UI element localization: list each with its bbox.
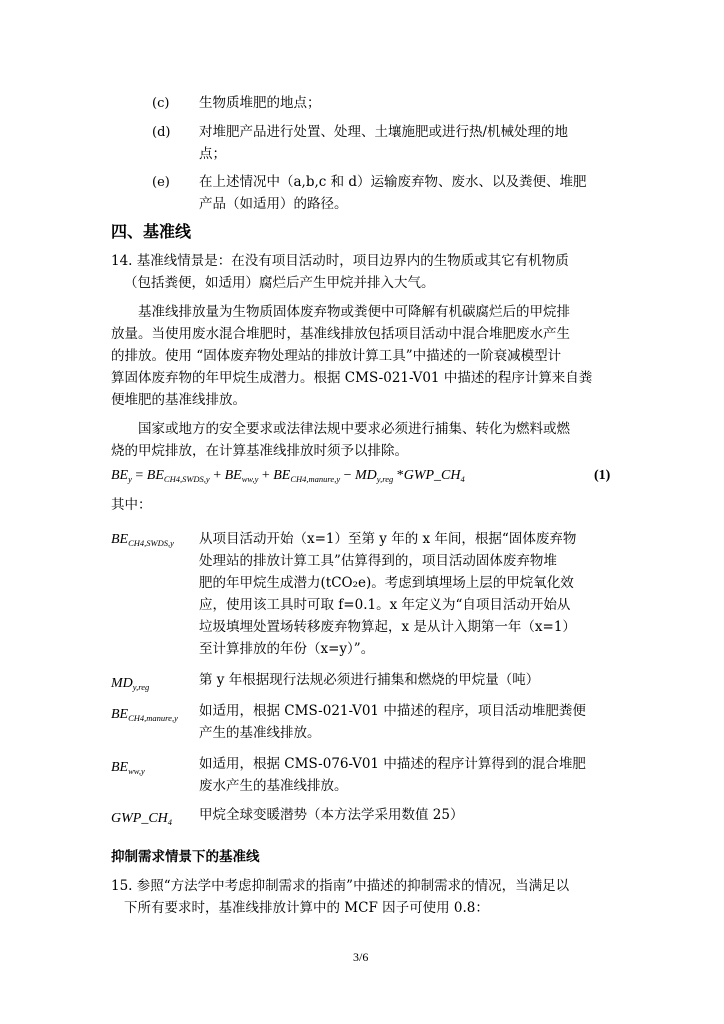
eq-term5-sub: 4 (460, 474, 465, 484)
def3-sub: CH4,manure,y (128, 713, 178, 723)
def1-symbol: BE (111, 532, 129, 547)
def-symbol-be-ww (111, 759, 145, 780)
eq-term3: BE (273, 468, 291, 483)
list-item-c-line-1: 生物质堆肥的地点； (199, 95, 321, 111)
para-emissions-line-4: 算固体废弃物的年甲烷生成潜力。根据 CMS-021-V01 中描述的程序计算来自粪 (111, 370, 593, 386)
def5-line-1: 甲烷全球变暖潜势（本方法学采用数值 25） (199, 807, 464, 823)
def3-line-1: 如适用，根据 CMS-021-V01 中描述的程序，项目活动堆肥粪便 (199, 703, 586, 719)
where-label: 其中： (111, 497, 152, 513)
para14-line-1: 14. 基准线情景是：在没有项目活动时，项目边界内的生物质或其它有机物质 (111, 253, 569, 269)
subheading: 抑制需求情景下的基准线 (111, 849, 260, 865)
eq-term1: BE (146, 468, 164, 483)
def1-line-5: 垃圾填埋处置场转移废弃物算起，x 是从计入期第一年（x=1） (199, 619, 576, 635)
list-label-d: (d) (152, 125, 171, 140)
para14-line-2: （包括粪便，如适用）腐烂后产生甲烷并排入大气。 (124, 275, 435, 291)
def2-sub: y,reg (132, 682, 150, 692)
eq-minus: − (343, 468, 352, 483)
def1-line-6: 至计算排放的年份（x=y）”。 (199, 641, 375, 657)
eq-term3-sub: CH4,manure,y (290, 474, 341, 484)
eq-term2-sub: ww,y (241, 474, 259, 484)
para-emissions-line-3: 的排放。使用 “固体废弃物处理站的排放计算工具”中描述的一阶衰减模型计 (111, 348, 562, 364)
para-emissions-line-5: 便堆肥的基准线排放。 (111, 392, 246, 408)
list-item-e-line-1: 在上述情况中（a,b,c 和 d）运输废弃物、废水、以及粪便、堆肥 (199, 174, 587, 190)
equation-number: (1) (594, 468, 611, 483)
eq-equals: = (135, 468, 144, 483)
def3-symbol: BE (111, 707, 129, 722)
eq-term5: GWP_CH (403, 468, 461, 483)
list-item-e-line-2: 产品（如适用）的路径。 (199, 196, 348, 212)
para-capture-line-1: 国家或地方的安全要求或法律法规中要求必须进行捕集、转化为燃料或燃 (138, 421, 570, 437)
def-symbol-be-manure (111, 706, 178, 727)
para-emissions-line-2: 放量。当使用废水混合堆肥时，基准线排放包括项目活动中混合堆肥废水产生 (111, 326, 570, 342)
eq-term4-sub: y,reg (376, 474, 394, 484)
def2-symbol: MD (111, 676, 133, 691)
def4-line-1: 如适用，根据 CMS-076-V01 中描述的程序计算得到的混合堆肥 (199, 756, 586, 772)
def4-symbol: BE (111, 760, 129, 775)
list-label-c: (c) (152, 96, 170, 111)
def1-line-3: 肥的年甲烷生成潜力(tCO₂e)。考虑到填埋场上层的甲烷氧化效 (199, 575, 574, 591)
eq-term1-sub: CH4,SWDS,y (163, 474, 210, 484)
page-number: 3/6 (353, 950, 369, 964)
para-capture-line-2: 烧的甲烷排放，在计算基准线排放时须予以排除。 (111, 443, 408, 459)
def4-sub: ww,y (128, 766, 145, 776)
def1-line-4: 应，使用该工具时可取 f=0.1。x 年定义为“自项目活动开始从 (199, 597, 571, 613)
def5-sub: 4 (167, 817, 173, 827)
def3-line-2: 产生的基准线排放。 (199, 725, 321, 741)
eq-be-sub: y (128, 474, 132, 484)
eq-plus-2: + (261, 468, 270, 483)
eq-term4: MD (355, 468, 377, 483)
eq-plus-1: + (213, 468, 222, 483)
eq-be: BE (111, 468, 129, 483)
def-symbol-be-ch4-swds (111, 531, 174, 552)
list-item-d-line-1: 对堆肥产品进行处置、处理、土壤施肥或进行热/机械处理的地 (199, 124, 569, 140)
para15-line-2: 下所有要求时，基准线排放计算中的 MCF 因子可使用 0.8： (124, 900, 489, 916)
def1-line-1: 从项目活动开始（x=1）至第 y 年的 x 年间，根据“固体废弃物 (199, 531, 577, 547)
eq-term2: BE (224, 468, 242, 483)
para-emissions-line-1: 基准线排放量为生物质固体废弃物或粪便中可降解有机碳腐烂后的甲烷排 (138, 304, 570, 320)
def2-line-1: 第 y 年根据现行法规必须进行捕集和燃烧的甲烷量（吨） (199, 672, 540, 688)
def-symbol-gwp-ch4 (111, 810, 172, 831)
def1-sub: CH4,SWDS,y (128, 538, 174, 548)
def5-symbol: GWP_CH (111, 811, 168, 826)
def1-line-2: 处理站的排放计算工具”估算得到的，项目活动固体废弃物堆 (199, 553, 557, 569)
eq-multiply: * (396, 468, 404, 483)
def-symbol-md-reg (111, 675, 149, 696)
para15-line-1: 15. 参照“方法学中考虑抑制需求的指南”中描述的抑制需求的情况，当满足以 (111, 878, 570, 894)
def4-line-2: 废水产生的基准线排放。 (199, 778, 348, 794)
equation-1 (111, 467, 465, 488)
list-label-e: (e) (152, 175, 170, 190)
section-heading: 四、基准线 (111, 222, 192, 241)
list-item-d-line-2: 点； (199, 146, 226, 162)
